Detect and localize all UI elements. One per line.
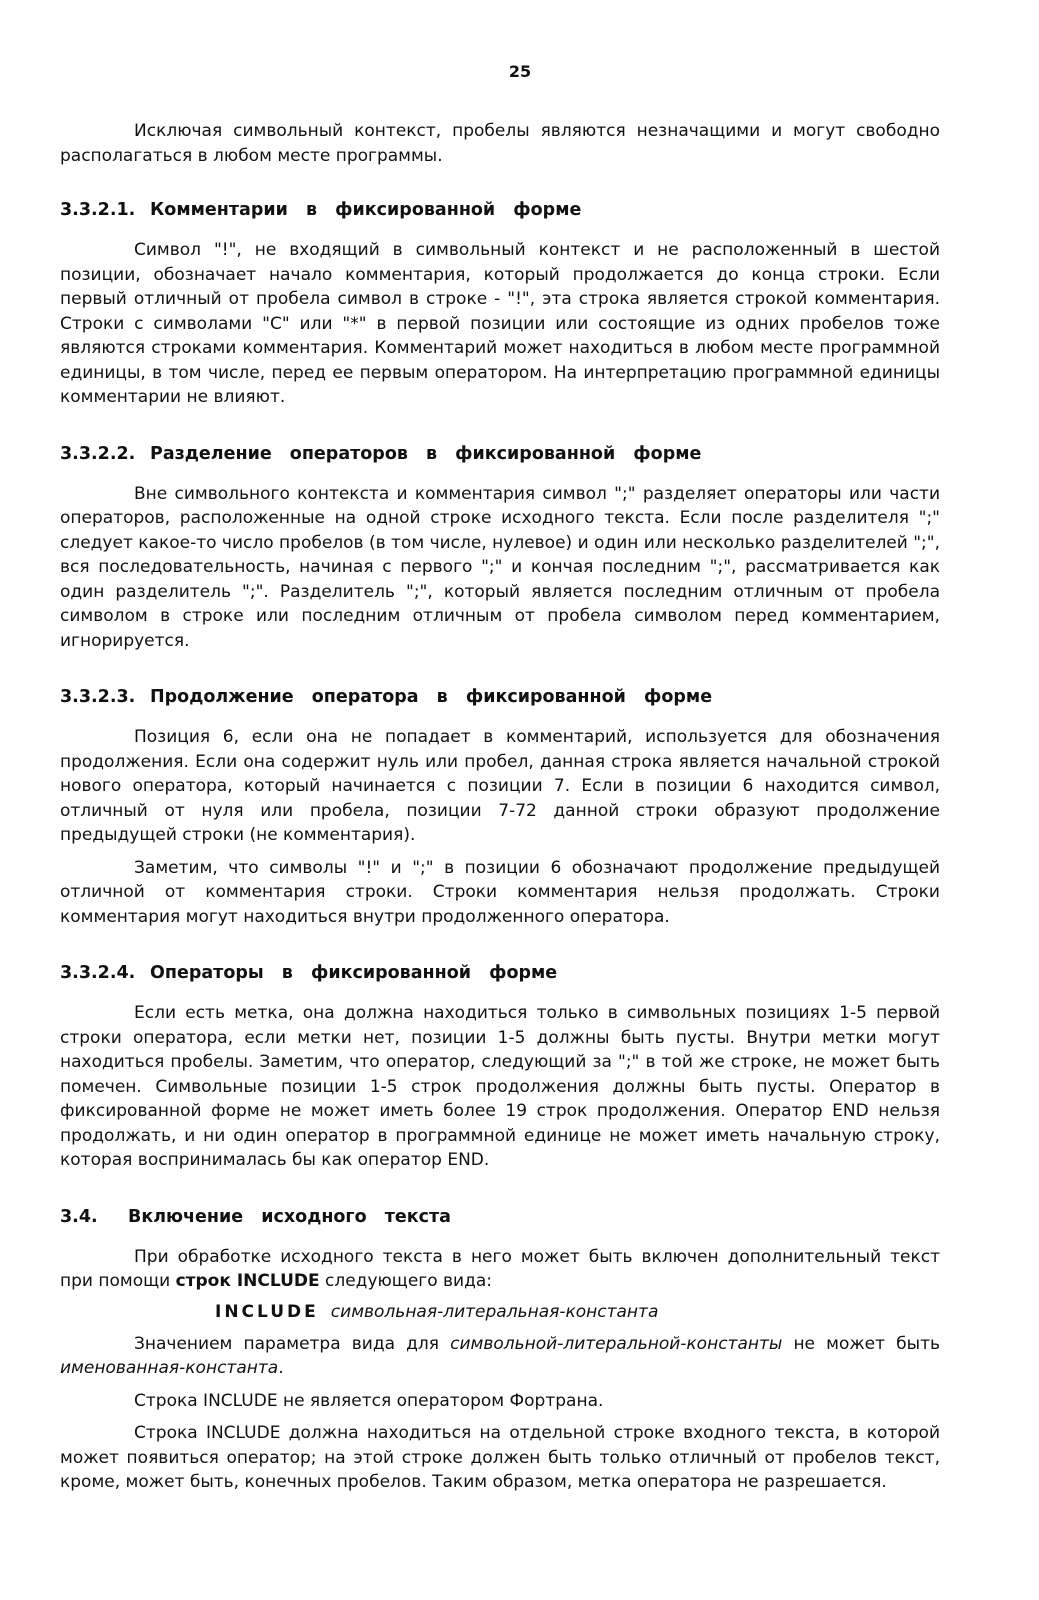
section-title: Разделение операторов в фиксированной форме (150, 443, 702, 464)
include-not-operator-paragraph: Строка INCLUDE не является оператором Фортрана. (134, 1390, 604, 1411)
intro-paragraph: Исключая символьный контекст, пробелы являются незначащими и могут свободно располагаться в любом месте программы. (60, 121, 940, 166)
section-number: 3.3.2.1. (60, 200, 136, 220)
section-title: Комментарии в фиксированной форме (150, 200, 582, 220)
include-parameter-paragraph (60, 1332, 940, 1381)
include-keyword: INCLUDE (215, 1301, 319, 1322)
italic-term: символьной-литеральной-константы (450, 1333, 783, 1354)
include-syntax (60, 1302, 940, 1322)
section-paragraph: Вне символьного контекста и комментария символ ";" разделяет операторы или части операторов, расположенные на одной строке исходного текста. Если после разделителя ";" следует какое-то число пробелов (в том числе, нулевое) и один или несколько разделителей ";", вся последовательность, начиная с первого ";" и кончая последним ";", рассматривается как один разделитель ";". Разделитель ";", который является последним отличным от пробела символом в строке или последним отличным от пробела символом перед комментарием, игнорируется. (60, 483, 940, 651)
section-number: 3.3.2.3. (60, 687, 136, 707)
include-intro-paragraph (60, 1245, 940, 1294)
text-run: При обработке исходного текста в него может быть включен дополнительный текст при помощи (60, 1246, 940, 1291)
section-paragraph: Если есть метка, она должна находиться только в символьных позициях 1-5 первой строки оператора, если метки нет, позиции 1-5 должны быть пусты. Внутри метки могут находиться пробелы. Заметим, что оператор, следующий за ";" в той же строке, не может быть помечен. Символьные позиции 1-5 строк продолжения должны быть пусты. Оператор в фиксированной форме не может иметь более 19 строк продолжения. Оператор END нельзя продолжать, и ни один оператор в программной единице не может иметь начальную строку, которая воспринималась бы как оператор END. (60, 1003, 940, 1170)
section-number: 3.3.2.4. (60, 963, 136, 983)
section-heading (60, 200, 940, 220)
section-heading (60, 1207, 940, 1227)
include-argument: символьная-литеральная-константа (330, 1301, 659, 1322)
document-page (60, 62, 940, 1495)
text-run: не может быть (782, 1333, 941, 1354)
italic-term: именованная-константа (60, 1358, 279, 1378)
section-paragraph: Заметим, что символы "!" и ";" в позиции 6 обозначают продолжение предыдущей отличной от комментария строки. Строки комментария нельзя продолжать. Строки комментария могут находиться внутри продолженного оператора. (60, 857, 940, 927)
section-title: Продолжение оператора в фиксированной форме (150, 687, 713, 707)
text-run: Значением параметра вида для (134, 1333, 451, 1354)
section-number: 3.3.2.2. (60, 443, 136, 464)
section-heading (60, 963, 940, 983)
section-heading (60, 687, 940, 707)
section-heading (60, 444, 940, 464)
section-number: 3.4. (60, 1206, 98, 1227)
text-run: следующего вида: (319, 1271, 492, 1291)
include-placement-paragraph: Строка INCLUDE должна находиться на отдельной строке входного текста, в которой может появиться оператор; на этой строке должен быть только отличный от пробелов текст, кроме, может быть, конечных пробелов. Таким образом, метка оператора не разрешается. (60, 1423, 940, 1492)
text-run: . (278, 1358, 284, 1378)
section-title: Операторы в фиксированной форме (150, 963, 558, 983)
section-paragraph: Позиция 6, если она не попадает в комментарий, используется для обозначения продолжения. Если она содержит нуль или пробел, данная строка является начальной строкой нового оператора, который начинается с позиции 7. Если в позиции 6 находится символ, отличный от нуля или пробела, позиции 7-72 данной строки образуют продолжение предыдущей строки (не комментария). (60, 727, 940, 845)
bold-term: строк INCLUDE (175, 1271, 320, 1291)
section-title: Включение исходного текста (128, 1206, 451, 1227)
section-paragraph: Символ "!", не входящий в символьный контекст и не расположенный в шестой позиции, обозначает начало комментария, который продолжается до конца строки. Если первый отличный от пробела символ в строке - "!", эта строка является строкой комментария. Строки с символами "C" или "*" в первой позиции или состоящие из одних пробелов тоже являются строками комментария. Комментарий может находиться в любом месте программной единицы, в том числе, перед ее первым оператором. На интерпретацию программной единицы комментарии не влияют. (60, 240, 940, 407)
page-number: 25 (508, 62, 532, 81)
